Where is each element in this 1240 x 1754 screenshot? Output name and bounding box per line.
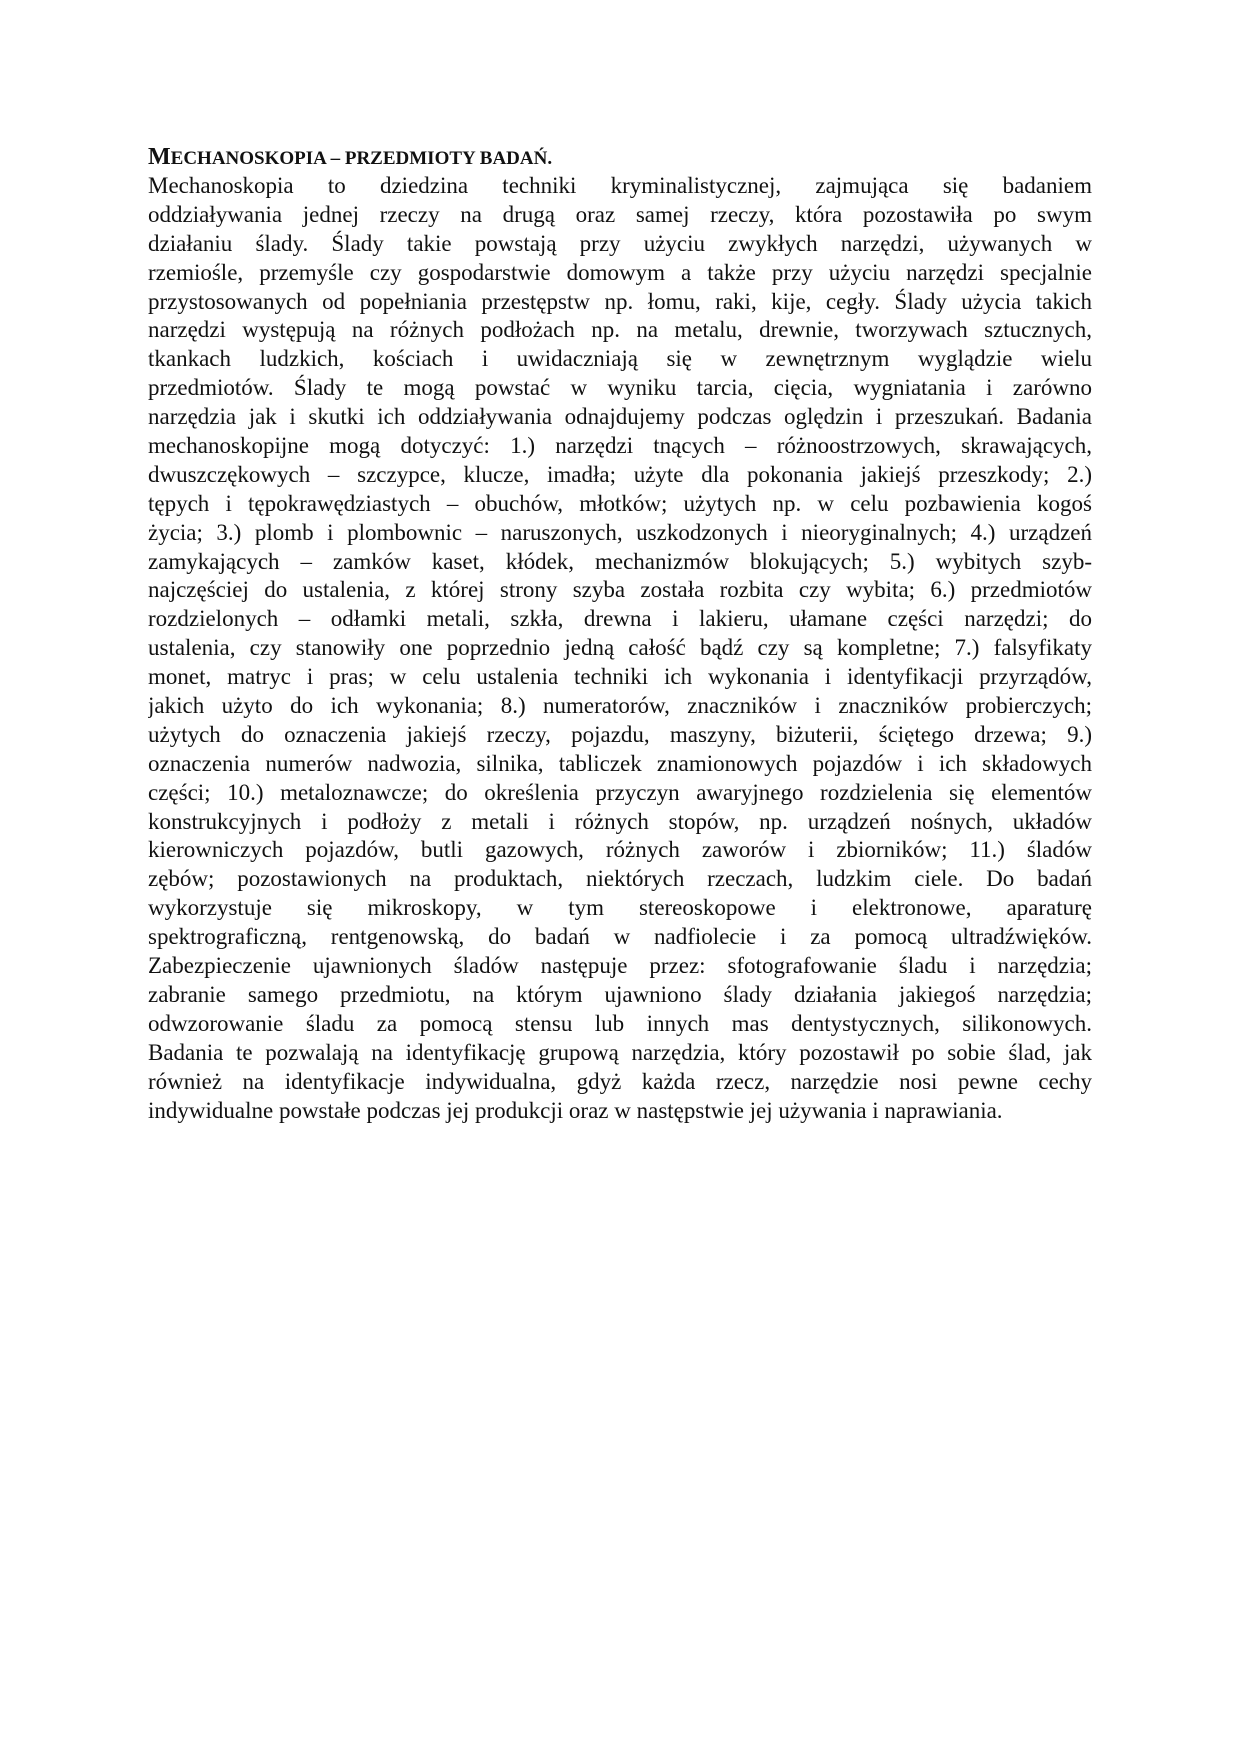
text-line: zamykających – zamków kaset, kłódek, mechanizmów blokujących; 5.) wybitych szyb-	[148, 548, 1092, 574]
text-line: przystosowanych od popełniania przestępstw np. łomu, raki, kije, cegły. Ślady użycia takich	[148, 288, 1092, 314]
document-title: MECHANOSKOPIA – PRZEDMIOTY BADAŃ.	[148, 144, 553, 170]
text-line: wykorzystuje się mikroskopy, w tym stereoskopowe i elektronowe, aparaturę	[148, 895, 1092, 921]
text-line: Zabezpieczenie ujawnionych śladów następuje przez: sfotografowanie śladu i narzędzia;	[148, 953, 1092, 979]
text-line: kierowniczych pojazdów, butli gazowych, różnych zaworów i zbiorników; 11.) śladów	[148, 837, 1092, 863]
text-line: spektrograficzną, rentgenowską, do badań w nadfiolecie i za pomocą ultradźwięków.	[148, 924, 1092, 950]
document-body	[148, 172, 1092, 1125]
text-line: najczęściej do ustalenia, z której strony szyba została rozbita czy wybita; 6.) przedmiotów	[148, 577, 1092, 603]
text-line: jakich użyto do ich wykonania; 8.) numeratorów, znaczników i znaczników probierczych;	[148, 693, 1092, 719]
text-line: narzędzia jak i skutki ich oddziaływania odnajdujemy podczas oględzin i przeszukań. Badania	[148, 404, 1092, 430]
document-page	[148, 143, 1092, 1125]
text-line: narzędzi występują na różnych podłożach np. na metalu, drewnie, tworzywach sztucznych,	[148, 317, 1092, 343]
text-line: Badania te pozwalają na identyfikację grupową narzędzia, który pozostawił po sobie ślad, jak	[148, 1039, 1092, 1065]
text-line: przedmiotów. Ślady te mogą powstać w wyniku tarcia, cięcia, wygniatania i zarówno	[148, 375, 1092, 401]
text-line: rozdzielonych – odłamki metali, szkła, drewna i lakieru, ułamane części narzędzi; do	[148, 606, 1092, 632]
text-line: części; 10.) metaloznawcze; do określenia przyczyn awaryjnego rozdzielenia się elementów	[148, 779, 1092, 805]
text-line: dwuszczękowych – szczypce, klucze, imadła; użyte dla pokonania jakiejś przeszkody; 2.)	[148, 461, 1092, 487]
text-line: tkankach ludzkich, kościach i uwidaczniają się w zewnętrznym wyglądzie wielu	[148, 346, 1092, 372]
text-line: zębów; pozostawionych na produktach, niektórych rzeczach, ludzkim ciele. Do badań	[148, 866, 1092, 892]
text-line: zabranie samego przedmiotu, na którym ujawniono ślady działania jakiegoś narzędzia;	[148, 981, 1092, 1007]
text-line: mechanoskopijne mogą dotyczyć: 1.) narzędzi tnących – różnoostrzowych, skrawających,	[148, 433, 1092, 459]
text-line: monet, matryc i pras; w celu ustalenia techniki ich wykonania i identyfikacji przyrządów,	[148, 664, 1092, 690]
text-line: życia; 3.) plomb i plombownic – naruszonych, uszkodzonych i nieoryginalnych; 4.) urządzeń	[148, 519, 1092, 545]
text-line: rzemiośle, przemyśle czy gospodarstwie domowym a także przy użyciu narzędzi specjalnie	[148, 259, 1092, 285]
text-line: również na identyfikacje indywidualna, gdyż każda rzecz, narzędzie nosi pewne cechy	[148, 1068, 1092, 1094]
text-line: odwzorowanie śladu za pomocą stensu lub innych mas dentystycznych, silikonowych.	[148, 1010, 1092, 1036]
text-line: Mechanoskopia to dziedzina techniki kryminalistycznej, zajmująca się badaniem	[148, 173, 1092, 198]
text-line: działaniu ślady. Ślady takie powstają przy użyciu zwykłych narzędzi, używanych w	[148, 230, 1092, 256]
text-line: oznaczenia numerów nadwozia, silnika, tabliczek znamionowych pojazdów i ich składowych	[148, 750, 1092, 776]
text-line: tępych i tępokrawędziastych – obuchów, młotków; użytych np. w celu pozbawienia kogoś	[148, 490, 1092, 516]
text-line: ustalenia, czy stanowiły one poprzednio jedną całość bądź czy są kompletne; 7.) falsyfikaty	[148, 635, 1092, 661]
text-line: oddziaływania jednej rzeczy na drugą oraz samej rzeczy, która pozostawiła po swym	[148, 201, 1092, 227]
text-line: indywidualne powstałe podczas jej produkcji oraz w następstwie jej używania i naprawiania.	[148, 1097, 1003, 1123]
text-line: konstrukcyjnych i podłoży z metali i różnych stopów, np. urządzeń nośnych, układów	[148, 808, 1092, 834]
text-line: użytych do oznaczenia jakiejś rzeczy, pojazdu, maszyny, biżuterii, ściętego drzewa; 9.)	[148, 721, 1092, 747]
